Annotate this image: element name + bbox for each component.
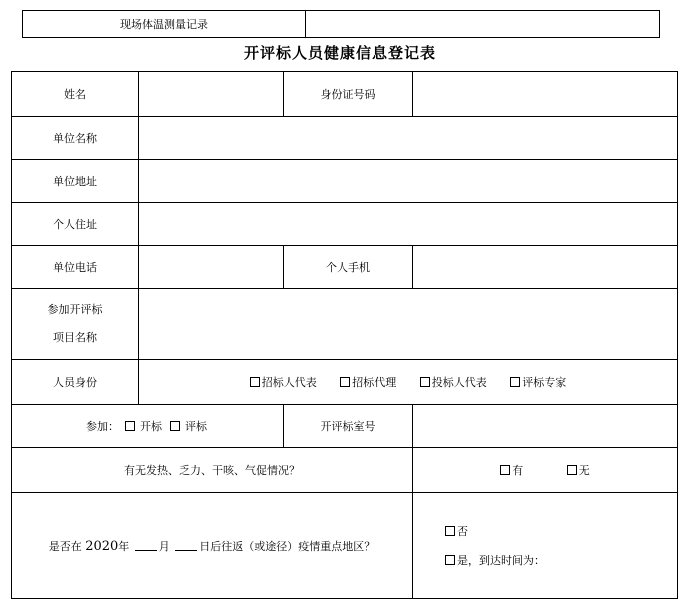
temperature-record-label: 现场体温测量记录 <box>23 11 306 37</box>
travel-year: 2020 <box>85 538 119 554</box>
registration-form-table <box>11 71 678 599</box>
checkbox-icon[interactable] <box>420 377 430 387</box>
role-option-agent[interactable]: 招标代理 <box>340 374 396 390</box>
travel-options <box>413 493 678 599</box>
row-attend-room <box>12 405 678 448</box>
travel-option-yes[interactable]: 是，到达时间为： <box>445 546 677 575</box>
checkbox-icon[interactable] <box>445 526 455 536</box>
checkbox-icon[interactable] <box>250 377 260 387</box>
row-home-address <box>12 203 678 246</box>
row-company-name <box>12 117 678 160</box>
checkbox-icon[interactable] <box>445 555 455 565</box>
checkbox-icon[interactable] <box>567 465 577 475</box>
row-symptoms <box>12 448 678 493</box>
home-address-label: 个人住址 <box>12 203 139 246</box>
id-number-field[interactable] <box>413 72 678 117</box>
form-title: 开评标人员健康信息登记表 <box>243 44 436 62</box>
company-phone-label: 单位电话 <box>12 246 139 289</box>
room-number-field[interactable] <box>413 405 678 448</box>
checkbox-icon[interactable] <box>500 465 510 475</box>
company-phone-field[interactable] <box>139 246 284 289</box>
travel-day-blank[interactable] <box>175 540 197 551</box>
row-company-address <box>12 160 678 203</box>
mobile-label: 个人手机 <box>284 246 413 289</box>
role-options <box>139 360 678 405</box>
name-label: 姓名 <box>12 72 139 117</box>
row-project <box>12 289 678 360</box>
row-role <box>12 360 678 405</box>
project-label-line2: 项目名称 <box>53 331 97 344</box>
name-field[interactable] <box>139 72 284 117</box>
attend-cell <box>12 405 284 448</box>
attend-option-evaluation[interactable]: 评标 <box>170 418 208 434</box>
attend-label: 参加： <box>86 420 119 433</box>
role-option-bidder-rep[interactable]: 投标人代表 <box>420 374 487 390</box>
symptoms-option-no[interactable]: 无 <box>567 462 590 478</box>
symptoms-option-yes[interactable]: 有 <box>500 462 523 478</box>
travel-month-blank[interactable] <box>135 540 157 551</box>
role-label: 人员身份 <box>12 360 139 405</box>
home-address-field[interactable] <box>139 203 678 246</box>
checkbox-icon[interactable] <box>340 377 350 387</box>
symptoms-options <box>413 448 678 493</box>
temperature-record-table <box>22 10 660 38</box>
project-label-line1: 参加开评标 <box>47 303 103 316</box>
company-name-label: 单位名称 <box>12 117 139 160</box>
symptoms-question: 有无发热、乏力、干咳、气促情况？ <box>12 448 413 493</box>
room-number-label: 开评标室号 <box>284 405 413 448</box>
mobile-field[interactable] <box>413 246 678 289</box>
checkbox-icon[interactable] <box>125 421 135 431</box>
company-address-label: 单位地址 <box>12 160 139 203</box>
row-phones <box>12 246 678 289</box>
travel-option-no[interactable]: 否 <box>445 517 677 546</box>
project-name-label <box>12 289 139 360</box>
company-address-field[interactable] <box>139 160 678 203</box>
checkbox-icon[interactable] <box>170 421 180 431</box>
row-travel <box>12 493 678 599</box>
row-name-id <box>12 72 678 117</box>
project-name-field[interactable] <box>139 289 678 360</box>
role-option-expert[interactable]: 评标专家 <box>510 374 566 390</box>
checkbox-icon[interactable] <box>510 377 520 387</box>
role-option-tenderer-rep[interactable]: 招标人代表 <box>250 374 317 390</box>
company-name-field[interactable] <box>139 117 678 160</box>
attend-option-opening[interactable]: 开标 <box>125 418 163 434</box>
travel-question: 是否在 2020年 月 日后往返（或途径）疫情重点地区？ <box>12 493 413 599</box>
temperature-record-value[interactable] <box>306 11 659 37</box>
id-number-label: 身份证号码 <box>284 72 413 117</box>
